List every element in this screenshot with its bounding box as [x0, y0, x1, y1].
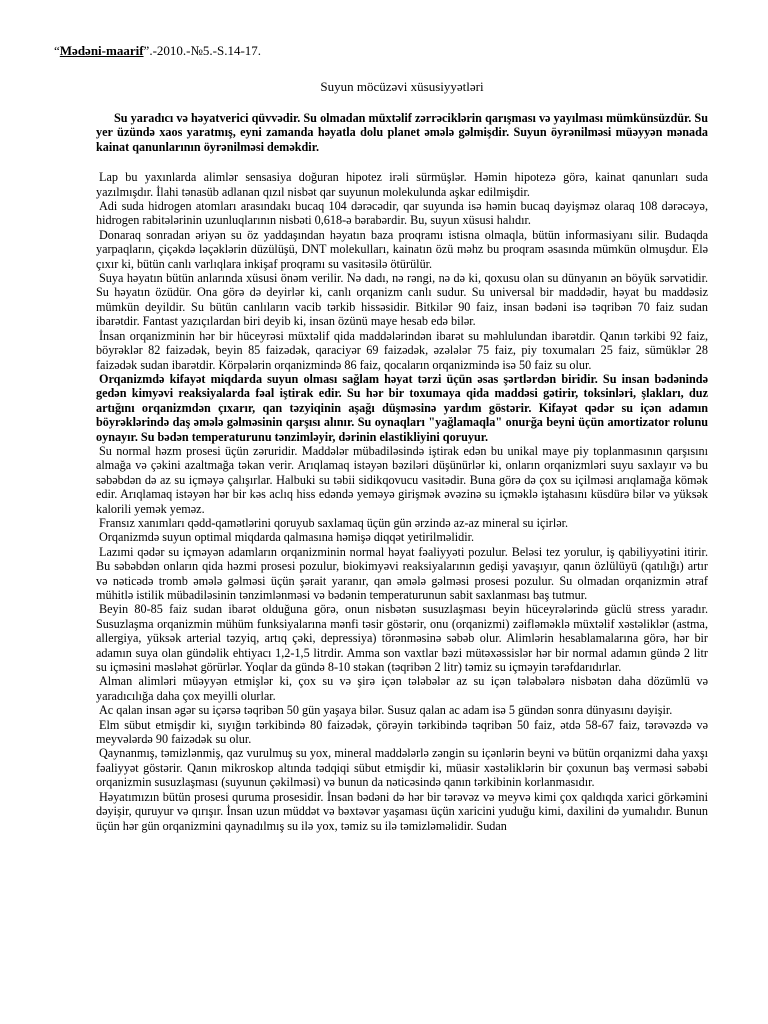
citation-details: .-2010.-№5.-S.14-17.: [149, 43, 262, 58]
body-paragraph: Suya həyatın bütün anlarında xüsusi önəm verilir. Nə dadı, nə rəngi, nə də ki, qoxusu olan su dünyanın ən böyük sərvətidir. Su həyatın özüdür. Ona görə də deyirlər ki, canlı orqanizm canlı sudur. Su universal bir maddədir, həyat bu maddəsiz mümkün deyildir. Su bütün canlıların vacib tərkib hissəsidir. Bitkilər 90 faiz, insan bədəni isə təqribən 70 faiz sudan ibarətdir. Fantast yazıçılardan biri deyib ki, insan özünü maye hesab edə bilər.: [96, 271, 708, 329]
body-paragraph: İnsan orqanizminin hər bir hüceyrəsi müxtəlif qida maddələrindən ibarət su məhlulundan ibarətdir. Qanın tərkibi 92 faiz, böyrəklər 82 faizədək, beyin 85 faizədək, qaraciyər 69 faizədək, əzələlər 75 faiz, piy toxumaları 25 faiz, sümüklər 28 faizədək sudan ibarətdir. Körpələrin orqanizmində 86 faiz, qocaların orqanizmində isə 50 faiz su olur.: [96, 328, 708, 372]
body-paragraph: Alman alimləri müəyyən etmişlər ki, çox su və şirə içən tələbələr az su içən tələbələrə nisbətən daha dözümlü və yaradıcılığa daha çox meyilli olurlar.: [96, 674, 708, 703]
body-paragraph: Beyin 80-85 faiz sudan ibarət olduğuna görə, onun nisbətən susuzlaşması beyin hüceyrələrində güclü stress yaradır. Susuzlaşma orqanizmin mühüm funksiyalarına mənfi təsir göstərir, onu (orqanizmi) zəifləməklə müxtəlif xəstəliklər (astma, allergiya, yüksək arterial təzyiq, artıq çəki, depressiya) törənməsinə səbəb olur. Alimlərin hesablamalarına görə, hər bir adamın suya olan gündəlik ehtiyacı 1,2-1,5 litrdir. Amma son vaxtlar bəzi mütəxəssislər hər bir normal adamın gündə 2 litr su içməsini məsləhət görürlər. Yoqlar da gündə 8-10 stəkan (təqribən 2 litr) təmiz su içməyin tərəfdarıdırlar.: [96, 602, 708, 675]
body-paragraph: Lap bu yaxınlarda alimlər sensasiya doğuran hipotez irəli sürmüşlər. Həmin hipotezə görə, kainat qanunları suda yazılmışdır. İlahi tənasüb adlanan qızıl nisbət qar suyunun molekulunda aşkar edilmişdir.: [96, 170, 708, 199]
body-paragraph: Elm sübut etmişdir ki, sıyığın tərkibində 80 faizədək, çörəyin tərkibində təqribən 50 faiz, ətdə 58-67 faiz, tərəvəzdə və meyvələrdə 90 faizədək su olur.: [96, 717, 708, 747]
quote-open: “: [54, 43, 60, 58]
citation: [54, 43, 708, 59]
citation-source: Mədəni-maarif: [59, 43, 144, 58]
bold-paragraph: Orqanizmdə kifayət miqdarda suyun olması sağlam həyat tərzi üçün əsas şərtlərdən biridir. Su insan bədənində gedən kimyəvi reaksiyalarda fəal iştirak edir. Su hər bir toxumaya qida maddəsi gətirir, toksinləri, şlakları, duz artığını orqanizmdən çıxarır, qan təzyiqinin aşağı düşməsinə yardım göstərir. Kifayət qədər su içən adamın böyrəklərində daş əmələ gəlməsinin qarşısı alınır. Su oynaqları "yağlamaqla" onurğa beyni üçün amortizator rolunu oynayır. Su bədən temperaturunu tənzimləyir, dərinin elastikliyini qoruyur.: [96, 371, 708, 444]
body-paragraph: Fransız xanımları qədd-qamətlərini qoruyub saxlamaq üçün gün ərzində az-az mineral su içirlər.: [99, 515, 569, 530]
body-paragraph: Donaraq sonradan əriyən su öz yaddaşından həyatın baza proqramı istisna olmaqla, bütün informasiyanı silir. Budaqda yarpaqların, çiçəkdə ləçəklərin düzülüşü, DNT molekulları, kainatın özü məhz bu proqram əsasında mümkün olmuşdur. Elə çıxır ki, bütün canlı varlıqlara inkişaf proqramı su vasitəsilə ötürülür.: [96, 227, 708, 271]
article-title: Suyun möcüzəvi xüsusiyyətləri: [320, 79, 484, 94]
quote-close: ”: [143, 43, 150, 58]
body-paragraph: Orqanizmdə suyun optimal miqdarda qalmasına həmişə diqqət yetirilməlidir.: [99, 530, 475, 545]
body-paragraph: Ac qalan insan əgər su içərsə təqribən 50 gün yaşaya bilər. Susuz qalan ac adam isə 5 gündən sonra dünyasını dəyişir.: [99, 703, 673, 718]
body-paragraph: Lazımi qədər su içməyən adamların orqanizminin normal həyat fəaliyyəti pozulur. Beləsi tez yorulur, iş qabiliyyətini itirir. Bu səbəbdən onların qida həzmi prosesi pozulur, biokimyəvi reaksiyalarının gedişi yavaşıyır, qanın özlülüyü (qatılığı) artır və nəticədə tromb əmələ gəlməsi üçün şərait yaranır, qan əmələ gəlməsi prosesi pozulur. Su olmadan orqanizmin ətraf mühitlə istilik mübadiləsinin tənzimlənməsi və bədənin temperaturunun sabit saxlanması baş tutmur.: [96, 544, 708, 602]
body-paragraph: Qaynanmış, təmizlənmiş, qaz vurulmuş su yox, mineral maddələrlə zəngin su içənlərin beyni və bütün orqanizmi daha yaxşı fəaliyyət göstərir. Qanın mikroskop altında tədqiqi sübut etmişdir ki, müasir xəstəliklərin bir çoxunun baş verməsi səbəbi orqanizmin susuzlaşması (suyunun çəkilməsi) və bunun da nəticəsində qanın tərkibinin korlanmasıdır.: [96, 746, 708, 790]
body-paragraph: Adi suda hidrogen atomları arasındakı bucaq 104 dərəcədir, qar suyunda isə həmin bucaq dəyişməz olaraq 108 dərəcəyə, hidrogen rabitələrinin uzunluqlarının nisbəti 0,618-ə bərabərdir. Bu, suyun xüsusi halıdır.: [96, 199, 708, 228]
body-paragraph: Su normal həzm prosesi üçün zəruridir. Maddələr mübadiləsində iştirak edən bu unikal maye piy toplanmasının qarşısını almağa və çəkini azaltmağa təkan verir. Arıqlamaq istəyən bəziləri düşünürlər ki, onların orqanizmləri suyu saxlayır və bu səbəbdən də az su içməyə çalışırlar. Halbuki su təbii sidikqovucu vasitədir. Buna görə də çox su içilməsi arıqlamağa kömək edir. Arıqlamaq istəyən hər bir kəs aclıq hiss edəndə yeməyə girişmək əvəzinə su içməklə iştahasını küsdürə bilər və yüksək kalorili yemək yeməz.: [96, 443, 708, 516]
intro-paragraph: Su yaradıcı və həyatverici qüvvədir. Su olmadan müxtəlif zərrəciklərin qarışması və yayılması mümkünsüzdür. Su yer üzündə xaos yaratmış, eyni zamanda həyatla dolu planet əmələ gəlmişdir. Suyun öyrənilməsi müəyyən mənada kainat qanunlarının öyrənilməsi deməkdir.: [96, 111, 708, 154]
body-paragraph: Həyatımızın bütün prosesi quruma prosesidir. İnsan bədəni də hər bir tərəvəz və meyvə kimi çox qaldıqda xarici görkəmini dəyişir, quruyur və qırışır. İnsan uzun müddət və bəxtəvər yaşaması üçün xaricini yuduğu kimi, daxilini də yumalıdır. Bunun üçün hər gün orqanizmini qaynadılmış su ilə yox, təmiz su ilə təmizləməlidir. Sudan: [96, 789, 708, 833]
